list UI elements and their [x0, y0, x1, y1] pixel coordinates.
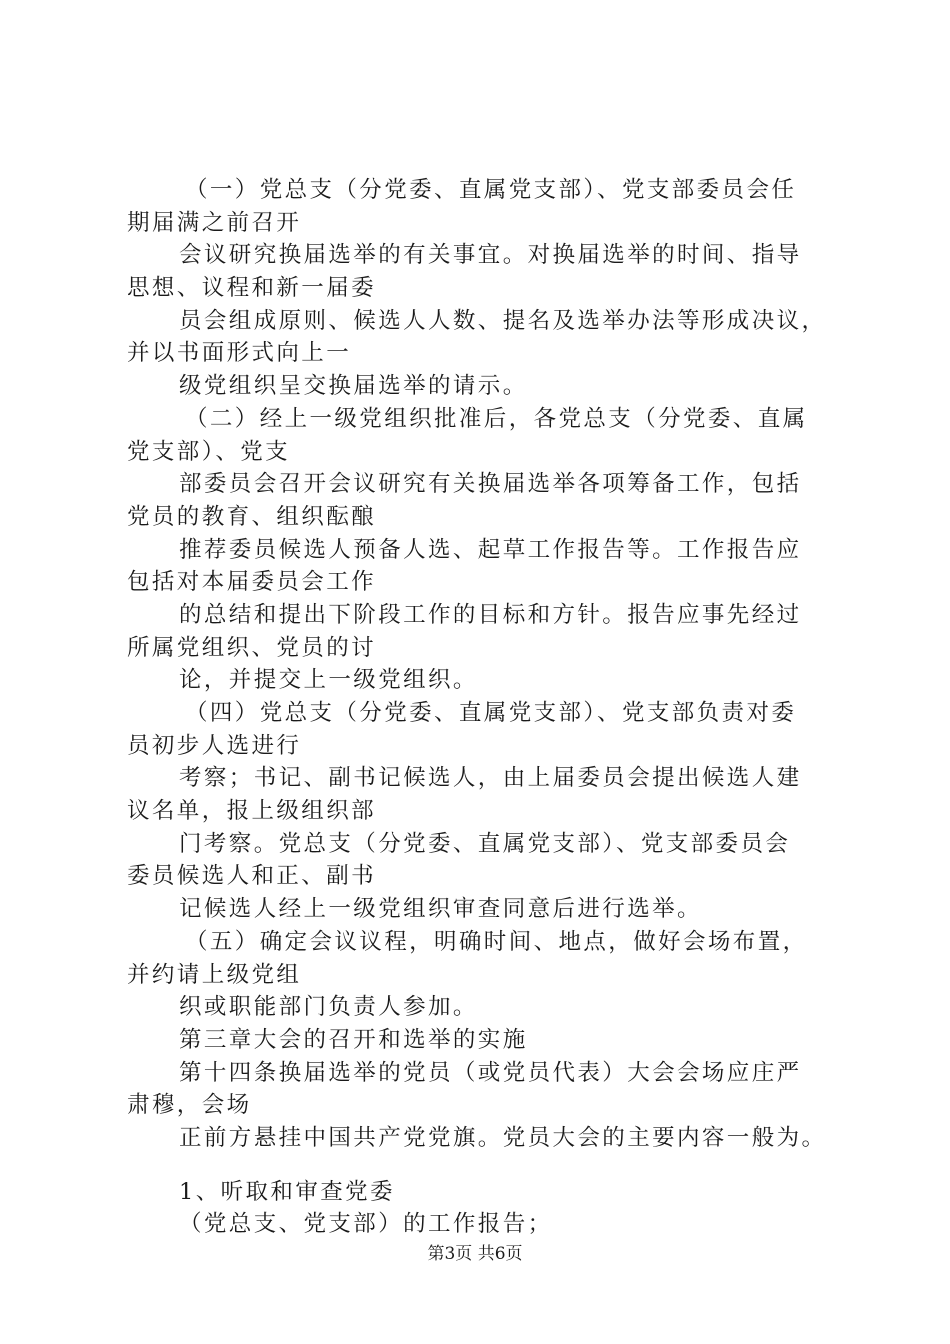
paragraph-line: 级党组织呈交换届选举的请示。 — [179, 373, 528, 400]
paragraph-line: （二）经上一级党组织批准后，各党总支（分党委、直属 — [185, 405, 808, 432]
paragraph-line: 第十四条换届选举的党员（或党员代表）大会会场应庄严 — [179, 1059, 802, 1086]
paragraph-line: 的总结和提出下阶段工作的目标和方针。报告应事先经过 — [179, 601, 802, 628]
paragraph-line: 论，并提交上一级党组织。 — [179, 667, 478, 694]
paragraph-line: 期届满之前召开 — [127, 209, 302, 236]
list-item: 1、听取和审查党委 — [179, 1178, 395, 1205]
paragraph-line: 委员候选人和正、副书 — [127, 863, 377, 890]
paragraph-line: 织或职能部门负责人参加。 — [179, 994, 478, 1021]
page-footer: 第3页 共6页 — [427, 1244, 523, 1264]
paragraph-line: （党总支、党支部）的工作报告； — [179, 1211, 553, 1238]
paragraph-line: 肃穆，会场 — [127, 1092, 252, 1119]
paragraph-line: 包括对本届委员会工作 — [127, 569, 377, 596]
paragraph-line: 思想、议程和新一届委 — [127, 275, 377, 302]
paragraph-line: （一）党总支（分党委、直属党支部）、党支部委员会任 — [185, 177, 797, 203]
paragraph-line: 并以书面形式向上一 — [127, 340, 352, 367]
paragraph-line: 门考察。党总支（分党委、直属党支部）、党支部委员会 — [179, 830, 791, 857]
paragraph-line: 考察；书记、副书记候选人，由上届委员会提出候选人建 — [179, 765, 802, 792]
paragraph-line: 会议研究换届选举的有关事宜。对换届选举的时间、指导 — [179, 242, 802, 269]
paragraph-line: （四）党总支（分党委、直属党支部）、党支部负责对委 — [185, 700, 797, 726]
chapter-heading: 第三章大会的召开和选举的实施 — [179, 1026, 528, 1053]
paragraph-line: 正前方悬挂中国共产党党旗。党员大会的主要内容一般为。 — [179, 1124, 827, 1151]
paragraph-line: 推荐委员候选人预备人选、起草工作报告等。工作报告应 — [179, 536, 802, 563]
paragraph-line: 议名单，报上级组织部 — [127, 798, 377, 825]
document-body — [127, 174, 847, 1241]
paragraph-line: 记候选人经上一级党组织审查同意后进行选举。 — [179, 896, 702, 923]
paragraph-line: 部委员会召开会议研究有关换届选举各项筹备工作，包括 — [179, 471, 802, 498]
paragraph-line: 党支部）、党支 — [127, 438, 291, 465]
paragraph-line: 员会组成原则、候选人人数、提名及选举办法等形成决议， — [179, 307, 827, 334]
paragraph-gap — [127, 1155, 847, 1176]
paragraph-line: 并约请上级党组 — [127, 961, 302, 988]
paragraph-line: 员初步人选进行 — [127, 732, 302, 759]
paragraph-line: （五）确定会议议程，明确时间、地点，做好会场布置， — [185, 928, 808, 955]
paragraph-line: 所属党组织、党员的讨 — [127, 634, 377, 661]
paragraph-line: 党员的教育、组织酝酿 — [127, 503, 377, 530]
